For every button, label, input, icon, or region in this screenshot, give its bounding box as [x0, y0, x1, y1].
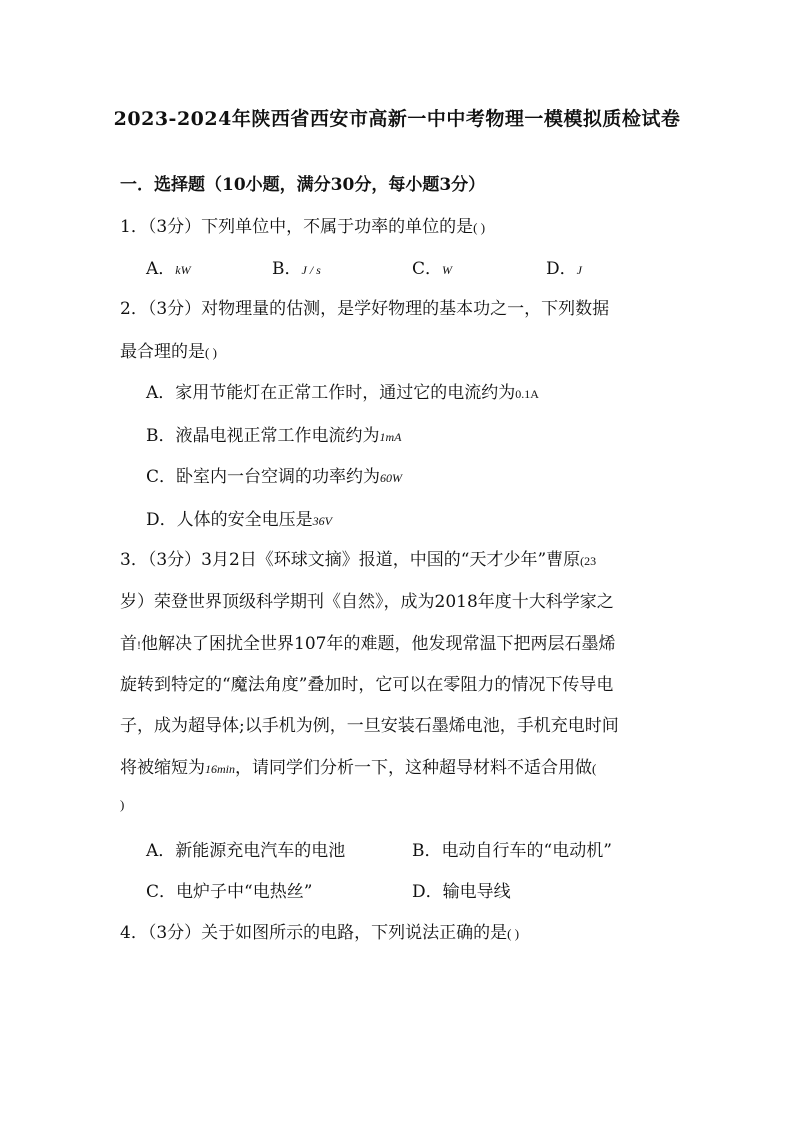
q1-option-d: D．J	[546, 259, 582, 279]
q3-option-c: C．电炉子中“电热丝”	[146, 882, 313, 902]
q2-option-c: C．卧室内一台空调的功率约为60W	[146, 467, 403, 487]
question-3-line-3: 首!他解决了困扰全世界107年的难题，他发现常温下把两层石墨烯	[120, 634, 616, 654]
question-1-stem: 1．（3分）下列单位中，不属于功率的单位的是	[120, 217, 474, 237]
q3-option-b: B．电动自行车的“电动机”	[412, 841, 612, 861]
question-4: 4．（3分）关于如图所示的电路，下列说法正确的是( )	[120, 923, 520, 943]
question-1	[120, 212, 485, 237]
q1-option-b: B．J / s	[272, 259, 321, 279]
q2-option-a: A．家用节能灯在正常工作时，通过它的电流约为0.1A	[146, 383, 539, 403]
q2-option-d: D．人体的安全电压是36V	[146, 510, 332, 530]
q3-option-a: A．新能源充电汽车的电池	[146, 841, 346, 861]
q2-option-b: B．液晶电视正常工作电流约为1mA	[146, 426, 402, 446]
question-3-line-2: 岁）荣登世界顶级科学期刊《自然》，成为2018年度十大科学家之	[120, 592, 614, 612]
q1-option-c: C．W	[412, 259, 453, 279]
answer-parenthesis: ( )	[507, 926, 520, 941]
q3-option-d: D．输电导线	[412, 882, 511, 902]
exam-title: 2023-2024年陕西省西安市高新一中中考物理一模模拟质检试卷	[113, 108, 681, 130]
question-2-line-2: 最合理的是( )	[120, 342, 217, 362]
section-heading: 一．选择题（10小题，满分30分，每小题3分）	[120, 175, 486, 195]
question-3-line-1: 3．（3分）3月2日《环球文摘》报道，中国的“天才少年”曹原(23	[120, 550, 597, 570]
answer-parenthesis: ( )	[473, 220, 486, 235]
question-3-line-6: 将被缩短为16min，请同学们分析一下，这种超导材料不适合用做(	[120, 758, 597, 778]
answer-parenthesis: ( )	[205, 345, 217, 360]
question-3-line-4: 旋转到特定的“魔法角度”叠加时，它可以在零阻力的情况下传导电	[120, 675, 614, 695]
question-2-line-1: 2．（3分）对物理量的估测，是学好物理的基本功之一，下列数据	[120, 299, 610, 319]
question-3-line-5: 子，成为超导体;以手机为例，一旦安装石墨烯电池，手机充电时间	[120, 716, 619, 736]
q1-option-a: A．kW	[146, 259, 191, 279]
question-3-line-7: )	[120, 797, 125, 812]
